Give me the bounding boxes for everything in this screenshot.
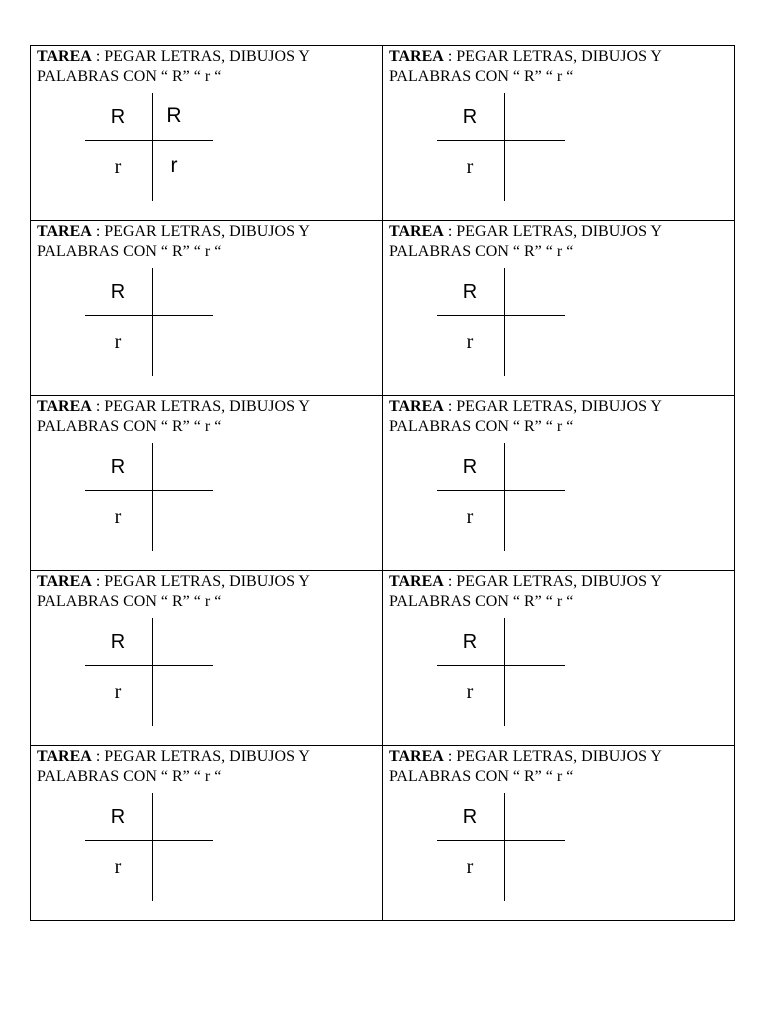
task-label: TAREA bbox=[389, 223, 444, 240]
task-instruction: : PEGAR LETRAS, DIBUJOS Y PALABRAS CON “ R” “ r “ bbox=[389, 223, 662, 260]
task-label: TAREA bbox=[389, 398, 444, 415]
cross-horizontal-line bbox=[437, 665, 565, 666]
uppercase-letter: R bbox=[110, 456, 126, 478]
task-card bbox=[31, 746, 383, 921]
task-heading bbox=[389, 47, 733, 87]
task-label: TAREA bbox=[37, 223, 92, 240]
task-instruction: : PEGAR LETRAS, DIBUJOS Y PALABRAS CON “ R” “ r “ bbox=[37, 48, 310, 85]
task-heading bbox=[37, 397, 381, 437]
task-card bbox=[383, 396, 735, 571]
cross-vertical-line bbox=[504, 793, 505, 901]
cross-vertical-line bbox=[152, 618, 153, 726]
task-heading bbox=[37, 572, 381, 612]
task-card bbox=[383, 221, 735, 396]
task-heading bbox=[389, 397, 733, 437]
task-label: TAREA bbox=[37, 748, 92, 765]
task-heading bbox=[389, 572, 733, 612]
lowercase-letter: r bbox=[466, 506, 474, 528]
lowercase-letter: r bbox=[114, 681, 122, 703]
cross-horizontal-line bbox=[85, 315, 213, 316]
uppercase-letter: R bbox=[110, 806, 126, 828]
task-label: TAREA bbox=[37, 48, 92, 65]
task-label: TAREA bbox=[389, 48, 444, 65]
lowercase-letter: r bbox=[466, 856, 474, 878]
letter-cross bbox=[85, 793, 213, 901]
task-label: TAREA bbox=[389, 748, 444, 765]
lowercase-letter: r bbox=[466, 156, 474, 178]
uppercase-letter: R bbox=[110, 281, 126, 303]
task-card bbox=[383, 46, 735, 221]
uppercase-letter: R bbox=[462, 806, 478, 828]
letter-cross bbox=[85, 268, 213, 376]
task-heading bbox=[37, 222, 381, 262]
cross-horizontal-line bbox=[437, 315, 565, 316]
uppercase-letter: R bbox=[462, 456, 478, 478]
task-heading bbox=[37, 47, 381, 87]
cross-horizontal-line bbox=[85, 490, 213, 491]
cross-vertical-line bbox=[152, 93, 153, 201]
worksheet-grid bbox=[30, 45, 735, 921]
cross-horizontal-line bbox=[85, 665, 213, 666]
cross-vertical-line bbox=[504, 93, 505, 201]
task-instruction: : PEGAR LETRAS, DIBUJOS Y PALABRAS CON “ R” “ r “ bbox=[389, 748, 662, 785]
task-instruction: : PEGAR LETRAS, DIBUJOS Y PALABRAS CON “ R” “ r “ bbox=[389, 398, 662, 435]
lowercase-letter: r bbox=[466, 681, 474, 703]
cross-vertical-line bbox=[152, 268, 153, 376]
task-card bbox=[31, 396, 383, 571]
letter-cross bbox=[437, 268, 565, 376]
task-instruction: : PEGAR LETRAS, DIBUJOS Y PALABRAS CON “ R” “ r “ bbox=[37, 223, 310, 260]
cross-horizontal-line bbox=[437, 140, 565, 141]
task-card bbox=[31, 46, 383, 221]
lowercase-letter: r bbox=[114, 331, 122, 353]
task-instruction: : PEGAR LETRAS, DIBUJOS Y PALABRAS CON “ R” “ r “ bbox=[389, 573, 662, 610]
letter-cross bbox=[85, 93, 213, 201]
task-card bbox=[383, 571, 735, 746]
cross-horizontal-line bbox=[437, 490, 565, 491]
cross-vertical-line bbox=[504, 268, 505, 376]
cross-horizontal-line bbox=[85, 840, 213, 841]
cross-vertical-line bbox=[504, 443, 505, 551]
task-label: TAREA bbox=[389, 573, 444, 590]
letter-cross bbox=[437, 793, 565, 901]
letter-cross bbox=[85, 618, 213, 726]
task-instruction: : PEGAR LETRAS, DIBUJOS Y PALABRAS CON “ R” “ r “ bbox=[37, 573, 310, 610]
letter-cross bbox=[437, 93, 565, 201]
cross-horizontal-line bbox=[85, 140, 213, 141]
task-instruction: : PEGAR LETRAS, DIBUJOS Y PALABRAS CON “ R” “ r “ bbox=[389, 48, 662, 85]
letter-cross bbox=[437, 618, 565, 726]
task-instruction: : PEGAR LETRAS, DIBUJOS Y PALABRAS CON “ R” “ r “ bbox=[37, 748, 310, 785]
cross-vertical-line bbox=[152, 443, 153, 551]
uppercase-letter: R bbox=[462, 106, 478, 128]
task-card bbox=[383, 746, 735, 921]
letter-cross bbox=[85, 443, 213, 551]
cross-vertical-line bbox=[504, 618, 505, 726]
lowercase-letter: r bbox=[114, 506, 122, 528]
pasted-uppercase-letter: R bbox=[166, 104, 182, 127]
task-heading bbox=[389, 222, 733, 262]
pasted-lowercase-letter: r bbox=[170, 154, 178, 177]
task-heading bbox=[389, 747, 733, 787]
lowercase-letter: r bbox=[114, 856, 122, 878]
letter-cross bbox=[437, 443, 565, 551]
lowercase-letter: r bbox=[466, 331, 474, 353]
cross-vertical-line bbox=[152, 793, 153, 901]
uppercase-letter: R bbox=[110, 631, 126, 653]
uppercase-letter: R bbox=[462, 281, 478, 303]
task-instruction: : PEGAR LETRAS, DIBUJOS Y PALABRAS CON “ R” “ r “ bbox=[37, 398, 310, 435]
task-heading bbox=[37, 747, 381, 787]
cross-horizontal-line bbox=[437, 840, 565, 841]
uppercase-letter: R bbox=[110, 106, 126, 128]
task-label: TAREA bbox=[37, 398, 92, 415]
lowercase-letter: r bbox=[114, 156, 122, 178]
task-label: TAREA bbox=[37, 573, 92, 590]
task-card bbox=[31, 571, 383, 746]
uppercase-letter: R bbox=[462, 631, 478, 653]
task-card bbox=[31, 221, 383, 396]
